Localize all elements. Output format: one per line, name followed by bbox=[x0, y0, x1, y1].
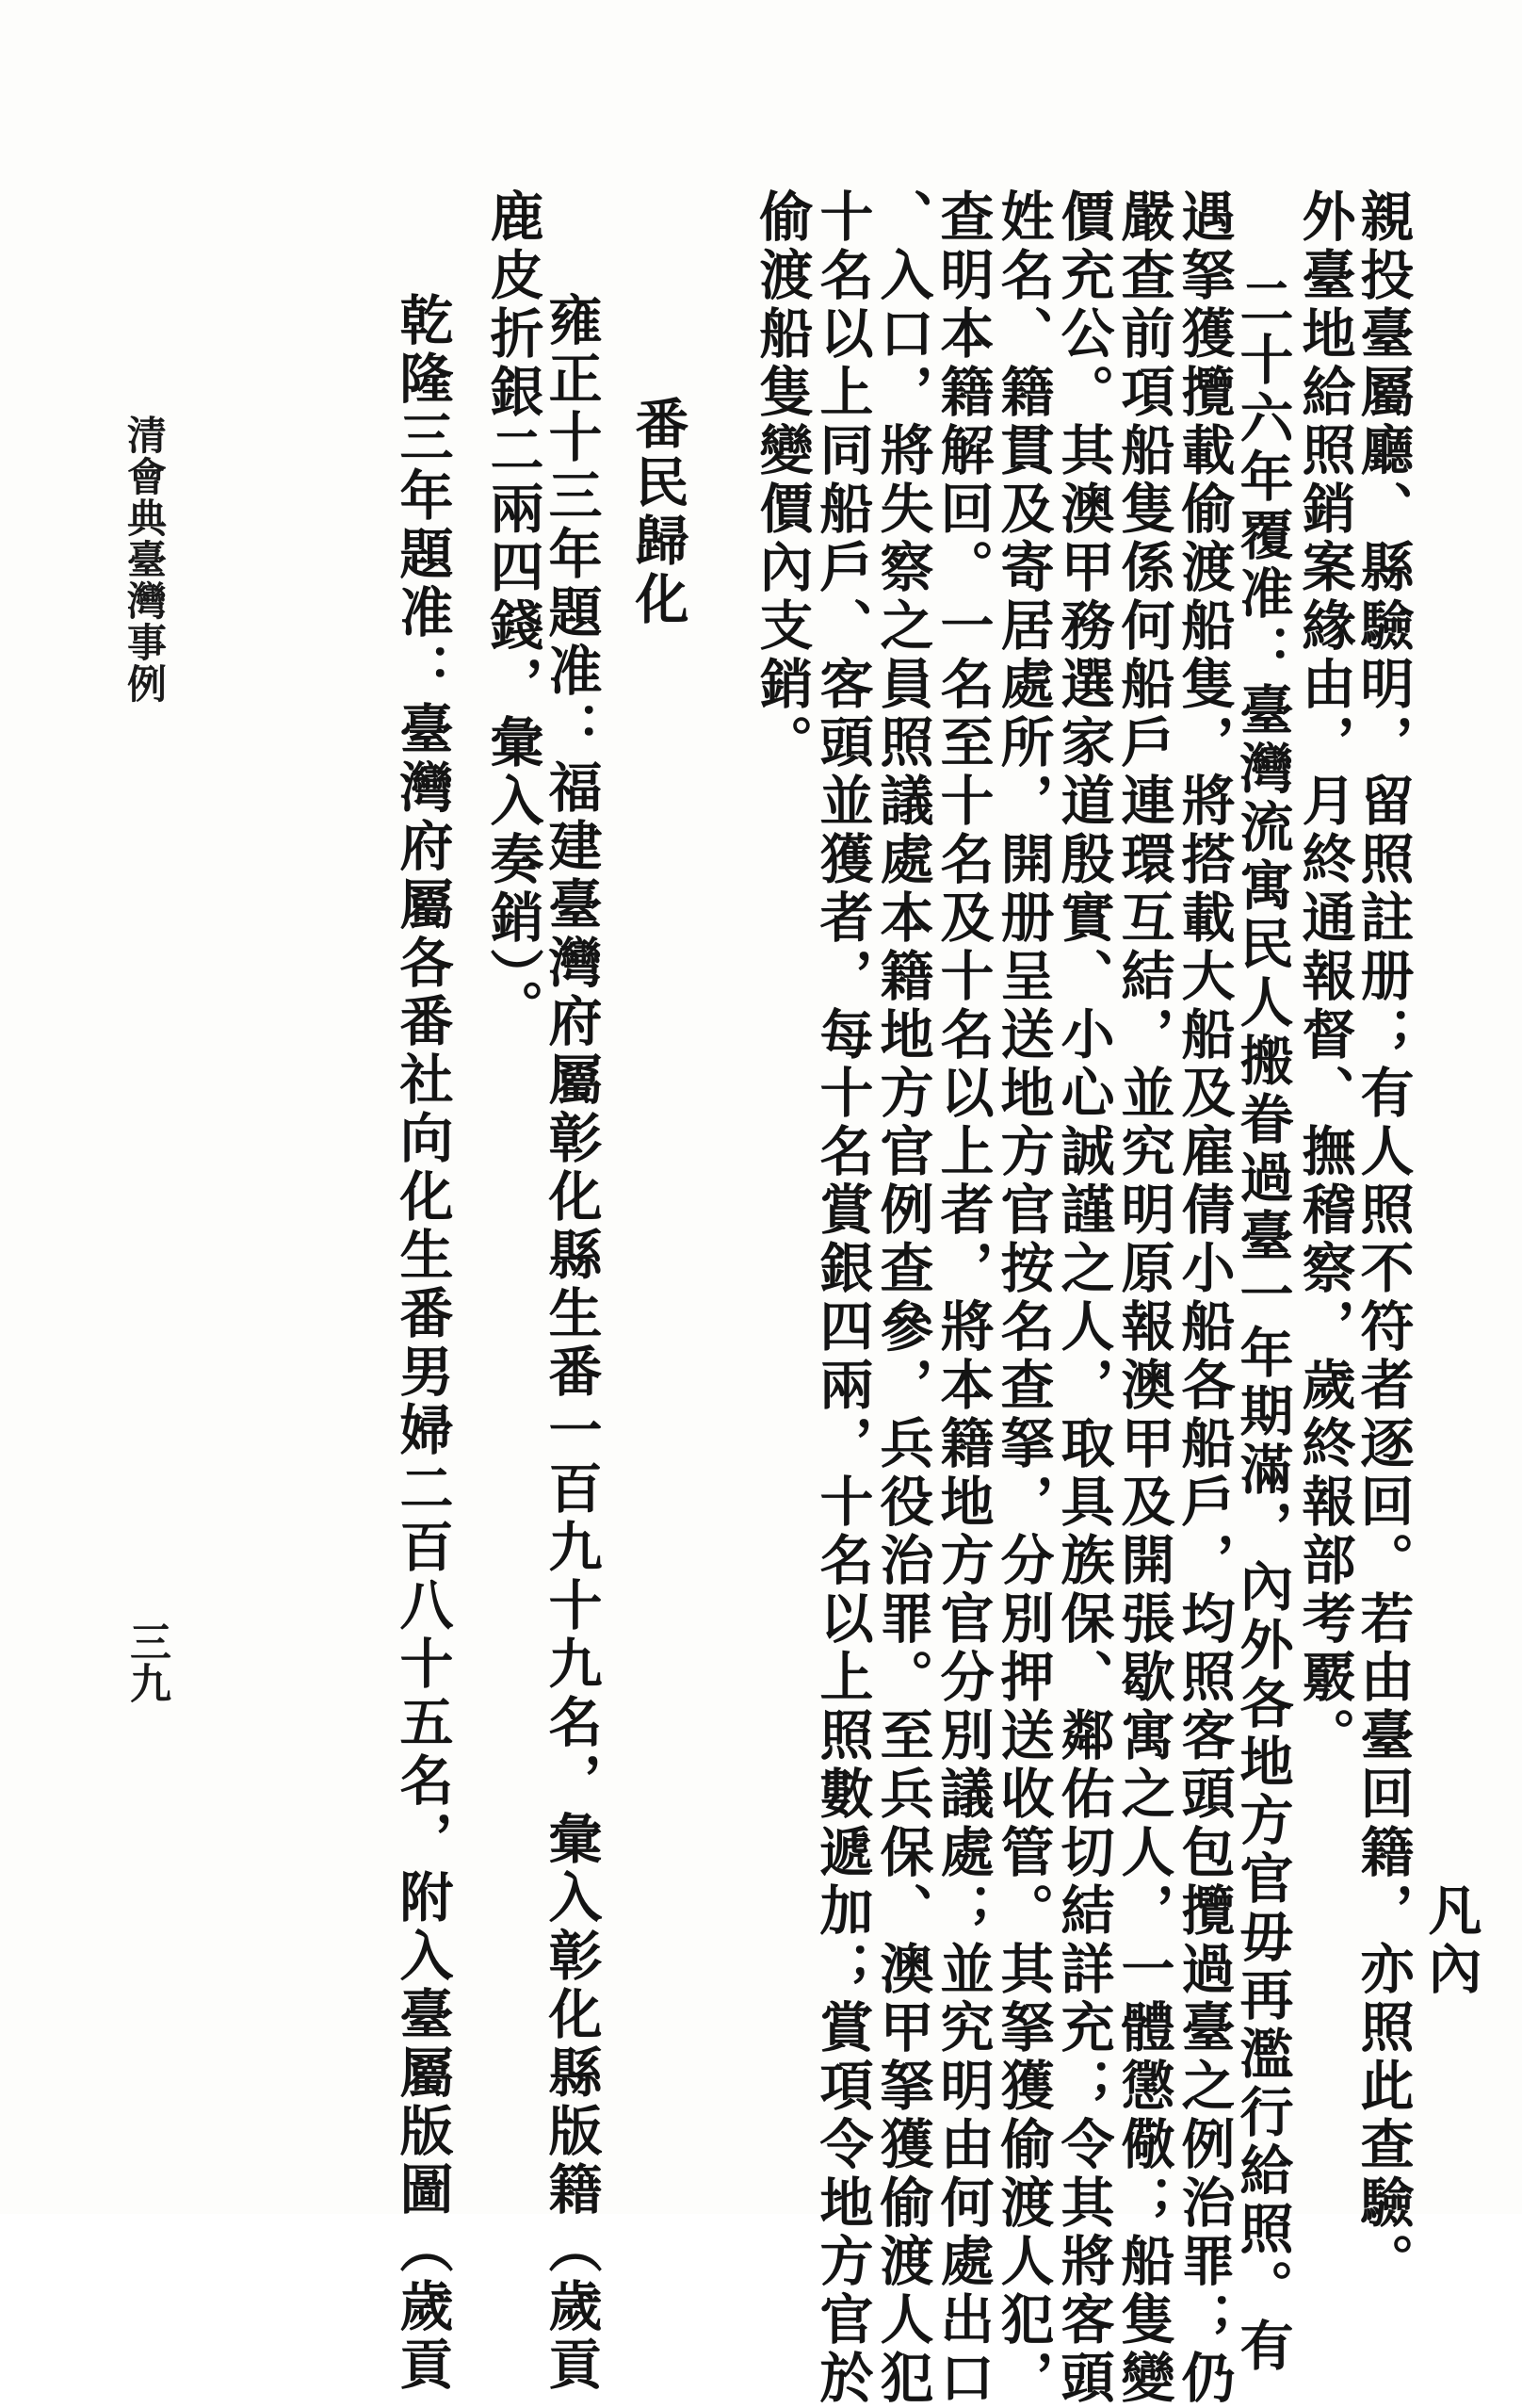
text-column: 嚴查前項船隻係何船戶連環互結，並究明原報澳甲及開張歇寓之人，一體懲儆；船隻變 bbox=[1112, 188, 1175, 2408]
text-column: 親投臺屬廳、縣驗明，留照註册；有人照不符者逐回。若由臺回籍，亦照此查驗。 bbox=[1352, 188, 1415, 2291]
text-column: 十名以上同船戶、客頭並獲者，每十名賞銀四兩，十名以上照數遞加；賞項令地方官於 bbox=[811, 188, 874, 2408]
text-column: 雍正十三年題准：福建臺灣府屬彰化縣生番一百九十九名，彙入彰化縣版籍（歲貢 bbox=[540, 292, 603, 2395]
text-column: 價充公。其澳甲務選家道殷實、小心誠謹之人，取具族保、鄰佑切結詳充；令其將客頭 bbox=[1052, 188, 1115, 2408]
text-column: 凡內 bbox=[1419, 1882, 1482, 1999]
text-column: 姓名、籍貫及寄居處所，開册呈送地方官按名查拏，分別押送收管。其拏獲偷渡人犯， bbox=[992, 188, 1055, 2408]
text-column: 乾隆三年題准：臺灣府屬各番社向化生番男婦二百八十五名，附入臺屬版圖（歲貢 bbox=[391, 292, 454, 2395]
text-column: 偷渡船隻變價內支銷。 bbox=[751, 188, 814, 773]
section-heading: 番民歸化 bbox=[626, 396, 689, 629]
text-column: 遇拏獲攬載偷渡船隻，將搭載大船及雇倩小船各船戶，均照客頭包攬過臺之例治罪；仍 bbox=[1173, 188, 1236, 2408]
text-column: 、入口，將失察之員照議處本籍地方官例查參，兵役治罪。至兵保、澳甲拏獲偷渡人犯 bbox=[871, 188, 934, 2408]
running-header: 清會典臺灣事例 bbox=[121, 415, 168, 705]
text-column: 二十六年覆准：臺灣流寓民人搬眷過臺一年期滿，內外各地方官毋再濫行給照。有 bbox=[1231, 273, 1294, 2376]
text-column: 外臺地給照銷案緣由，月終通報督、撫稽察，歲終報部考覈。 bbox=[1293, 188, 1356, 1765]
page-number: 三九 bbox=[122, 1620, 170, 1703]
text-column: 鹿皮折銀二兩四錢，彙入奏銷）。 bbox=[481, 188, 544, 1038]
text-column: 查明本籍解回。一名至十名及十名以上者，將本籍地方官分別議處；並究明由何處出口 bbox=[931, 188, 995, 2408]
